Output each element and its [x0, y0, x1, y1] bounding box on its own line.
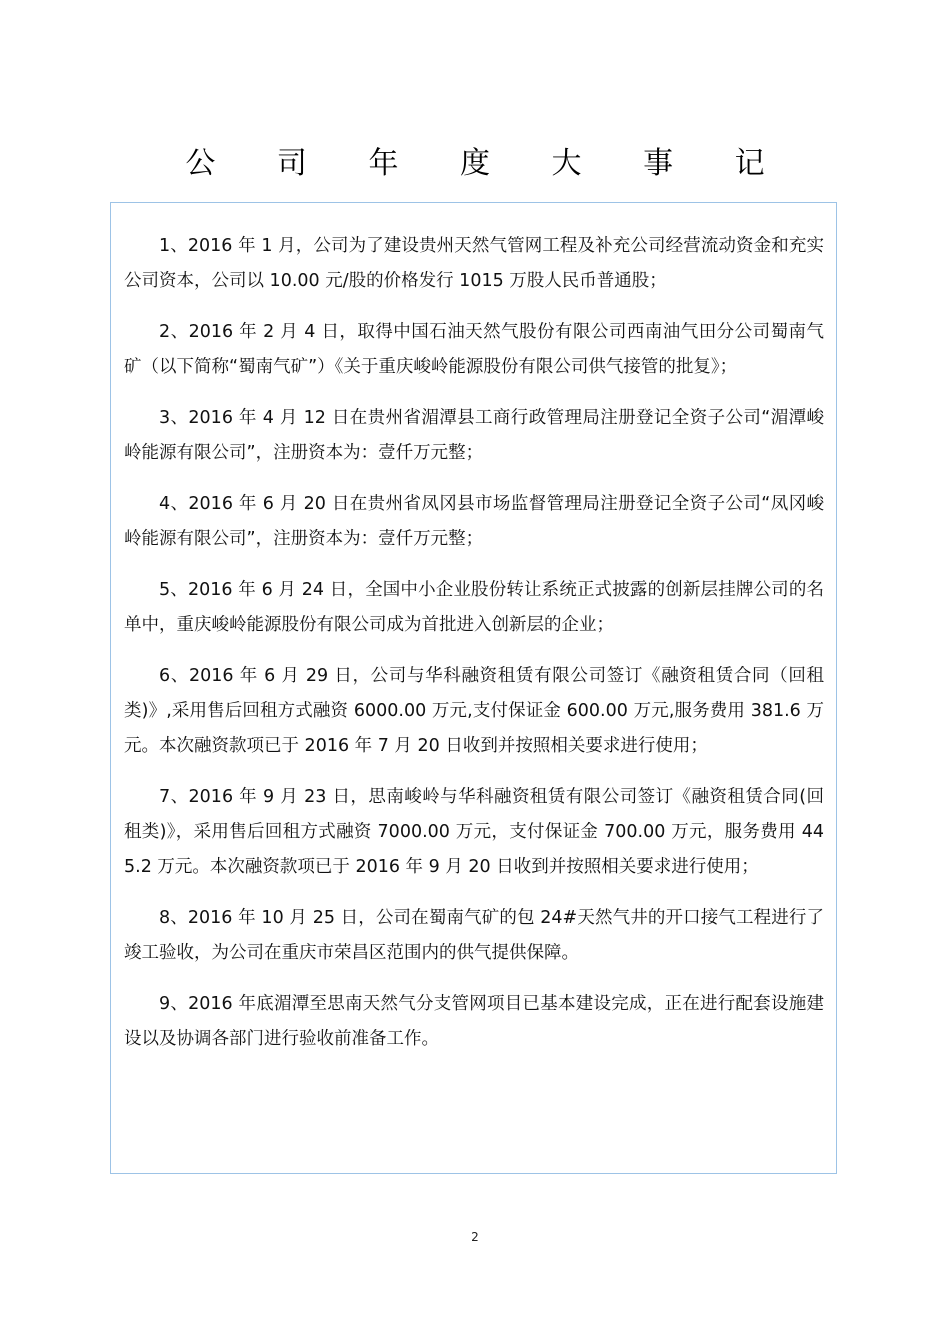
- page-number: 2: [471, 1230, 479, 1244]
- event-item-7: 7、2016 年 9 月 23 日，思南峻岭与华科融资租赁有限公司签订《融资租赁合同(回租类)》，采用售后回租方式融资 7000.00 万元，支付保证金 700.00 万元，服务费用 445.2 万元。本次融资款项已于 2016 年 9 月 20 日收到并按照相关要求进行使用；: [124, 787, 824, 877]
- events-box: [110, 202, 837, 1174]
- event-item-4: 4、2016 年 6 月 20 日在贵州省凤冈县市场监督管理局注册登记全资子公司“凤冈峻岭能源有限公司”，注册资本为：壹仟万元整；: [124, 494, 824, 549]
- event-item-2: 2、2016 年 2 月 4 日，取得中国石油天然气股份有限公司西南油气田分公司蜀南气矿（以下简称“蜀南气矿”）《关于重庆峻岭能源股份有限公司供气接管的批复》；: [124, 322, 824, 377]
- event-item-6: 6、2016 年 6 月 29 日，公司与华科融资租赁有限公司签订《融资租赁合同（回租类)》,采用售后回租方式融资 6000.00 万元,支付保证金 600.00 万元,服务费用 381.6 万元。本次融资款项已于 2016 年 7 月 20 日收到并按照相关要求进行使用；: [124, 666, 824, 756]
- event-item-9: 9、2016 年底湄潭至思南天然气分支管网项目已基本建设完成，正在进行配套设施建设以及协调各部门进行验收前准备工作。: [124, 994, 824, 1049]
- page-title: 公 司 年 度 大 事 记: [185, 146, 791, 182]
- event-list: [124, 229, 824, 1073]
- event-item-5: 5、2016 年 6 月 24 日，全国中小企业股份转让系统正式披露的创新层挂牌公司的名单中，重庆峻岭能源股份有限公司成为首批进入创新层的企业；: [124, 580, 824, 635]
- event-item-3: 3、2016 年 4 月 12 日在贵州省湄潭县工商行政管理局注册登记全资子公司“湄潭峻岭能源有限公司”，注册资本为：壹仟万元整；: [124, 408, 824, 463]
- event-item-1: 1、2016 年 1 月，公司为了建设贵州天然气管网工程及补充公司经营流动资金和充实公司资本，公司以 10.00 元/股的价格发行 1015 万股人民币普通股；: [124, 236, 824, 291]
- event-item-8: 8、2016 年 10 月 25 日，公司在蜀南气矿的包 24#天然气井的开口接气工程进行了竣工验收，为公司在重庆市荣昌区范围内的供气提供保障。: [124, 908, 824, 963]
